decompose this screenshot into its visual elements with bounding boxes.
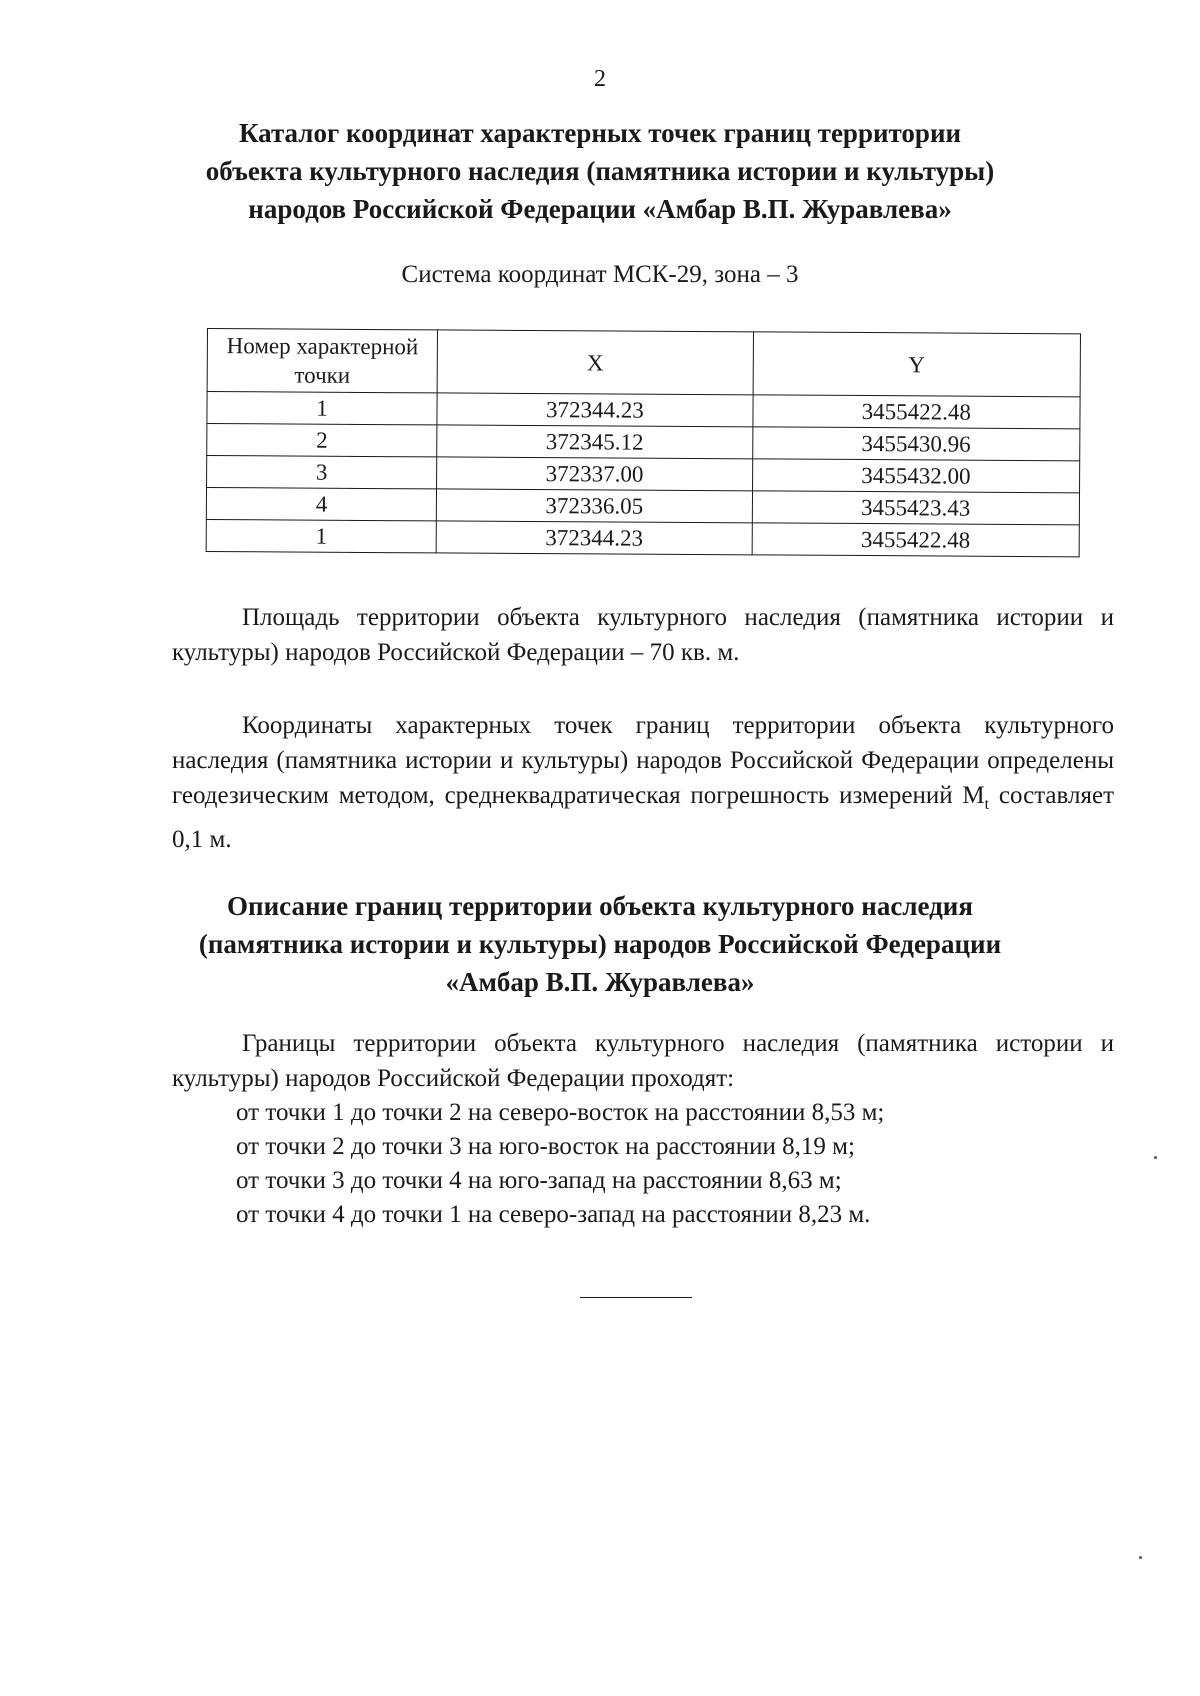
table-row (207, 456, 1080, 493)
accuracy-subscript: t (984, 796, 990, 813)
scan-speck (1139, 1556, 1142, 1559)
cell-y: 3455432.00 (752, 459, 1080, 493)
header-x: X (437, 330, 753, 395)
cell-x: 372337.00 (437, 457, 753, 491)
boundary-intro-paragraph (172, 1026, 1114, 1096)
boundary-title-line: (памятника истории и культуры) народов Российской Федерации (198, 929, 1002, 959)
cell-point-number: 4 (206, 488, 436, 521)
area-paragraph (172, 600, 1114, 670)
catalog-title (150, 114, 1050, 228)
accuracy-text-main: Координаты характерных точек границ территории объекта культурного наследия (памятника истории и культуры) народов Российской Федерации определены геодезическим методом, среднеквадратическая погрешность измерений М (172, 712, 1114, 809)
table-row (206, 488, 1079, 525)
cell-point-number: 1 (207, 392, 437, 425)
boundary-segment: от точки 2 до точки 3 на юго-восток на расстоянии 8,19 м; (236, 1133, 855, 1160)
boundary-title-line: Описание границ территории объекта культурного наследия (227, 891, 973, 921)
accuracy-paragraph (172, 708, 1114, 857)
area-text: Площадь территории объекта культурного наследия (памятника истории и культуры) народов Российской Федерации – 70 кв. м. (172, 604, 1114, 666)
cell-point-number: 2 (207, 424, 437, 457)
header-y: Y (753, 332, 1081, 397)
boundary-segment: от точки 1 до точки 2 на северо-восток на расстоянии 8,53 м; (236, 1099, 885, 1126)
cell-y: 3455430.96 (752, 427, 1080, 461)
boundary-title (150, 887, 1050, 1001)
cell-x: 372336.05 (437, 489, 753, 523)
catalog-title-line: Каталог координат характерных точек границ территории (238, 118, 962, 148)
cell-x: 372345.12 (437, 425, 753, 459)
boundary-intro: Границы территории объекта культурного наследия (памятника истории и культуры) народов Российской Федерации проходят: (172, 1030, 1114, 1092)
coordinate-system-label: Система координат МСК-29, зона – 3 (401, 261, 799, 288)
catalog-title-line: народов Российской Федерации «Амбар В.П. Журавлева» (248, 194, 952, 224)
boundary-segment: от точки 3 до точки 4 на юго-запад на расстоянии 8,63 м; (236, 1167, 842, 1194)
boundary-title-line: «Амбар В.П. Журавлева» (445, 967, 755, 997)
accuracy-text-end: составляет 0,1 м. (172, 782, 1114, 853)
table-header-row (207, 329, 1080, 397)
table-row (207, 392, 1080, 429)
cell-point-number: 1 (206, 519, 436, 552)
boundary-segments-list (236, 1096, 1116, 1232)
accuracy-text (172, 708, 1114, 857)
boundary-segment: от точки 4 до точки 1 на северо-запад на расстоянии 8,23 м. (236, 1201, 871, 1228)
scan-speck (1154, 1156, 1157, 1159)
cell-x: 372344.23 (437, 393, 753, 427)
table-row (207, 424, 1080, 461)
coordinates-table (206, 328, 1081, 557)
cell-point-number: 3 (207, 456, 437, 489)
cell-y: 3455422.48 (752, 523, 1080, 557)
catalog-title-line: объекта культурного наследия (памятника истории и культуры) (205, 156, 995, 186)
cell-y: 3455423.43 (752, 491, 1080, 525)
cell-y: 3455422.48 (753, 395, 1081, 429)
header-point-number: Номер характерной точки (207, 329, 438, 393)
cell-x: 372344.23 (436, 521, 752, 555)
end-of-document-rule (580, 1297, 692, 1298)
table-row (206, 519, 1079, 556)
page-number: 2 (594, 66, 606, 92)
